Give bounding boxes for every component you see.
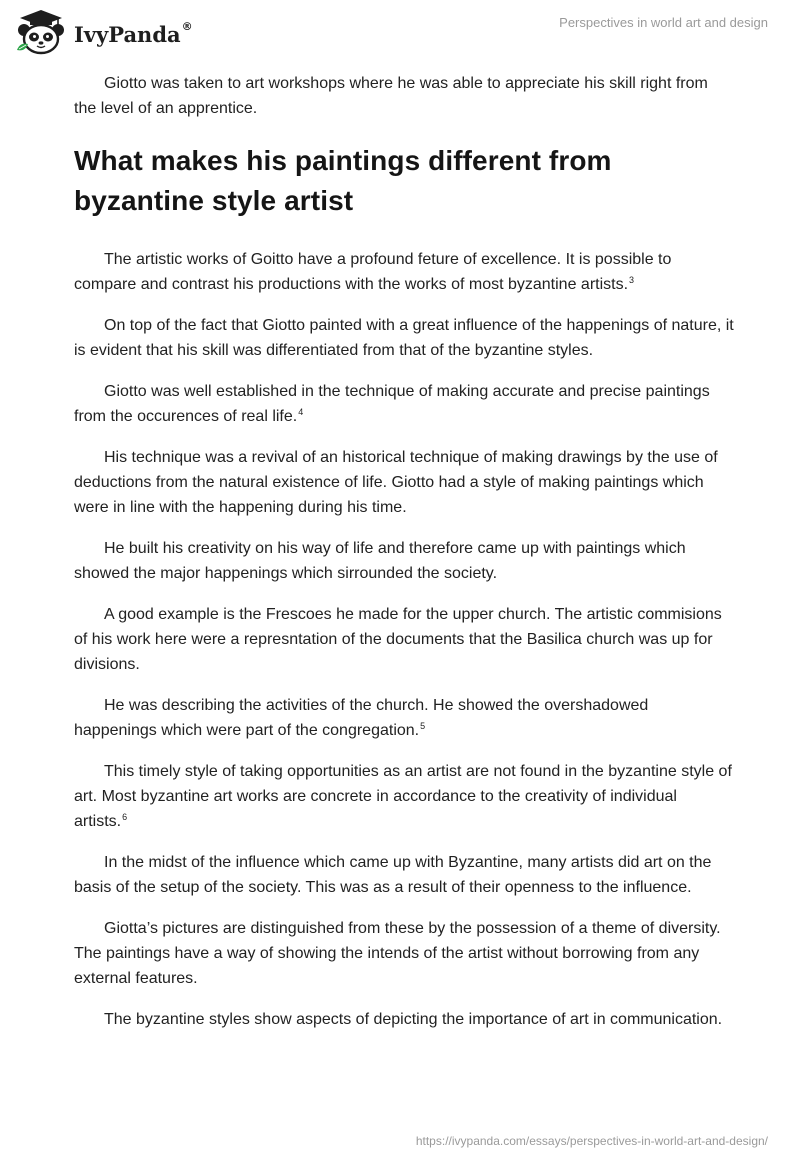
paragraph-text: A good example is the Frescoes he made for the upper church. The artistic commisions of his work here were a represntation of the documents that the Basilica church was up for divisions.: [74, 606, 722, 673]
body-paragraph: [74, 850, 734, 900]
paragraph-text: This timely style of taking opportunities as an artist are not found in the byzantine style of art. Most byzantine art works are concrete in accordance to the creativity of individual artists.: [74, 763, 732, 830]
body-paragraph: [74, 693, 734, 743]
intro-paragraph: Giotto was taken to art workshops where he was able to appreciate his skill right from the level of an apprentice.: [74, 75, 708, 117]
body-paragraph: [74, 536, 734, 586]
body-paragraph: [74, 759, 734, 834]
brand-name: [74, 19, 193, 47]
section-heading: What makes his paintings different from byzantine style artist: [74, 145, 612, 216]
paragraph-text: He was describing the activities of the church. He showed the overshadowed happenings which were part of the congregation.: [74, 697, 649, 739]
body-paragraph: [74, 445, 734, 520]
footnote-ref[interactable]: 4: [298, 406, 304, 417]
paragraph-text: The byzantine styles show aspects of depicting the importance of art in communication.: [104, 1011, 723, 1028]
body-paragraph: [74, 247, 734, 297]
registered-mark: ®: [181, 19, 193, 33]
footnote-ref[interactable]: 6: [122, 811, 128, 822]
body-paragraph: [74, 313, 734, 363]
panda-graduate-icon: [14, 8, 68, 56]
body-paragraph: [74, 379, 734, 429]
body-paragraph: [74, 1007, 734, 1032]
paragraph-text: Giotta’s pictures are distinguished from these by the possession of a theme of diversity. The paintings have a way of showing the intends of the artist without borrowing from any external features.: [74, 920, 721, 987]
paragraph-text: The artistic works of Goitto have a profound feture of excellence. It is possible to compare and contrast his productions with the works of most byzantine artists.: [74, 251, 672, 293]
page-header: [0, 0, 800, 60]
paragraph-text: In the midst of the influence which came up with Byzantine, many artists did art on the basis of the setup of the society. This was as a result of their openness to the influence.: [74, 854, 712, 896]
brand-logo[interactable]: [14, 8, 193, 56]
source-url[interactable]: https://ivypanda.com/essays/perspectives-in-world-art-and-design/: [415, 1134, 768, 1148]
body-paragraph: [74, 602, 734, 677]
footnote-ref[interactable]: 5: [420, 720, 426, 731]
body-paragraph: [74, 916, 734, 991]
paragraph-text: Giotto was well established in the technique of making accurate and precise paintings from the occurences of real life.: [74, 383, 710, 425]
paragraph-text: On top of the fact that Giotto painted with a great influence of the happenings of nature, it is evident that his skill was differentiated from that of the byzantine styles.: [74, 317, 734, 359]
document-title: Perspectives in world art and design: [559, 15, 768, 30]
paragraph-list: [74, 247, 734, 1032]
paragraph-text: His technique was a revival of an historical technique of making drawings by the use of deductions from the natural existence of life. Giotto had a style of making paintings which were in line with the happening during his time.: [74, 449, 718, 516]
footnote-ref[interactable]: 3: [629, 274, 635, 285]
brand-name-text: IvyPanda: [74, 21, 181, 47]
paragraph-text: He built his creativity on his way of life and therefore came up with paintings which showed the major happenings which sirrounded the society.: [74, 540, 686, 582]
article-body: [74, 71, 734, 1048]
